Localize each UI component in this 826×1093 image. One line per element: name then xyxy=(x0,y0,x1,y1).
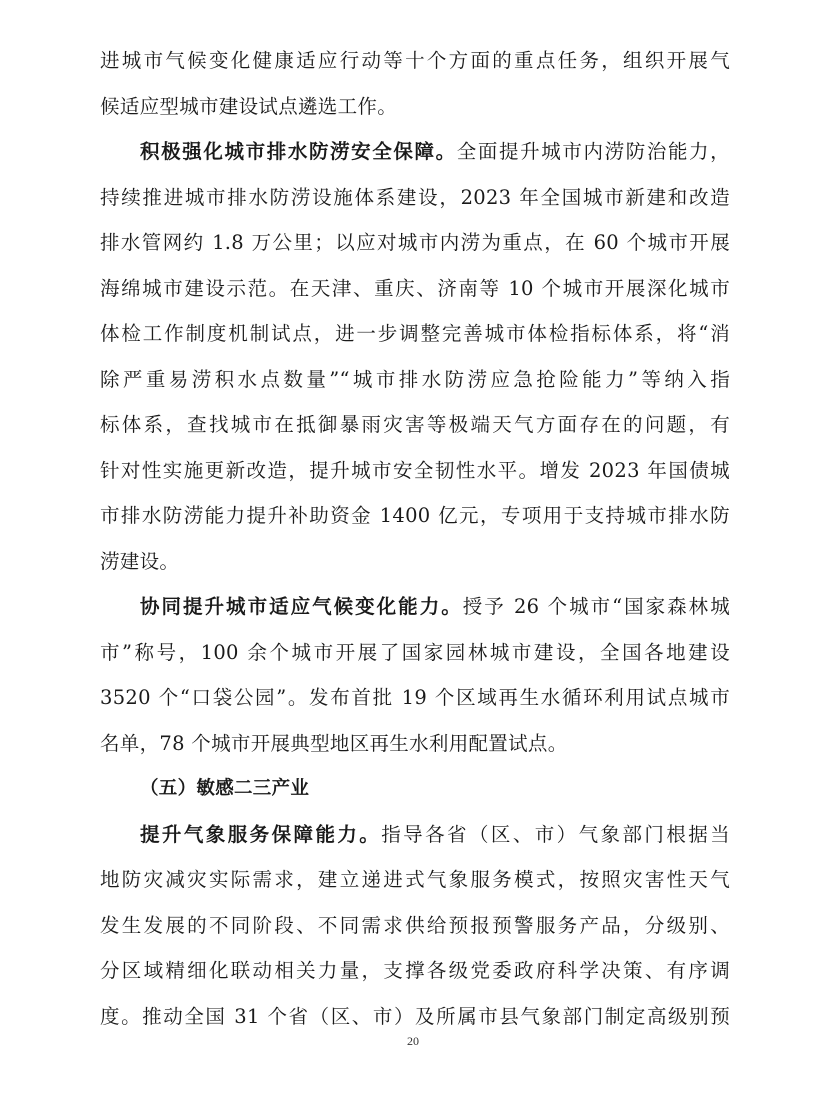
text-line: 分区域精细化联动相关力量，支撑各级党委政府科学决策、有序调 xyxy=(100,959,730,982)
text-line: 排水管网约 1.8 万公里；以应对城市内涝为重点，在 60 个城市开展 xyxy=(100,231,730,254)
paragraph-first-line: 提升气象服务保障能力。指导各省（区、市）气象部门根据当 xyxy=(140,822,730,846)
text-line: 名单，78 个城市开展典型地区再生水利用配置试点。 xyxy=(100,731,568,755)
text-line: 涝建设。 xyxy=(100,549,180,573)
text-line: 体检工作制度机制试点，进一步调整完善城市体检指标体系，将“消 xyxy=(100,322,730,345)
text-line: 发生发展的不同阶段、不同需求供给预报预警服务产品，分级别、 xyxy=(100,913,730,937)
paragraph-first-line: 协同提升城市适应气候变化能力。授予 26 个城市“国家森林城 xyxy=(140,595,730,618)
text-line: 市排水防涝能力提升补助资金 1400 亿元，专项用于支持城市排水防 xyxy=(100,504,730,527)
body-text xyxy=(100,38,730,1039)
page-number: 20 xyxy=(407,1034,419,1048)
section-heading: （五）敏感二三产业 xyxy=(140,778,310,799)
paragraph-lead-heading: 提升气象服务保障能力。 xyxy=(140,822,382,846)
text-line: 标体系，查找城市在抵御暴雨灾害等极端天气方面存在的问题，有 xyxy=(100,413,730,436)
text-line: 海绵城市建设示范。在天津、重庆、济南等 10 个城市开展深化城市 xyxy=(100,276,730,300)
text-line: 市”称号，100 余个城市开展了国家园林城市建设，全国各地建设 xyxy=(100,640,730,664)
text-line: 持续推进城市排水防涝设施体系建设，2023 年全国城市新建和改造 xyxy=(100,185,730,209)
text-line: 地防灾减灾实际需求，建立递进式气象服务模式，按照灾害性天气 xyxy=(100,868,730,891)
text-line: 针对性实施更新改造，提升城市安全韧性水平。增发 2023 年国债城 xyxy=(100,458,730,482)
paragraph-lead-heading: 积极强化城市排水防涝安全保障。 xyxy=(140,140,457,163)
text-line: 除严重易涝积水点数量”“城市排水防涝应急抢险能力”等纳入指 xyxy=(100,367,730,391)
text-line: 候适应型城市建设试点遴选工作。 xyxy=(100,94,398,118)
paragraph-first-line: 积极强化城市排水防涝安全保障。全面提升城市内涝防治能力， xyxy=(140,140,730,163)
text-line: 进城市气候变化健康适应行动等十个方面的重点任务，组织开展气 xyxy=(100,49,730,72)
paragraph-lead-heading: 协同提升城市适应气候变化能力。 xyxy=(140,595,463,618)
text-line: 3520 个“口袋公园”。发布首批 19 个区域再生水循环利用试点城市 xyxy=(100,686,730,709)
text-line: 度。推动全国 31 个省（区、市）及所属市县气象部门制定高级别预 xyxy=(100,1004,730,1028)
